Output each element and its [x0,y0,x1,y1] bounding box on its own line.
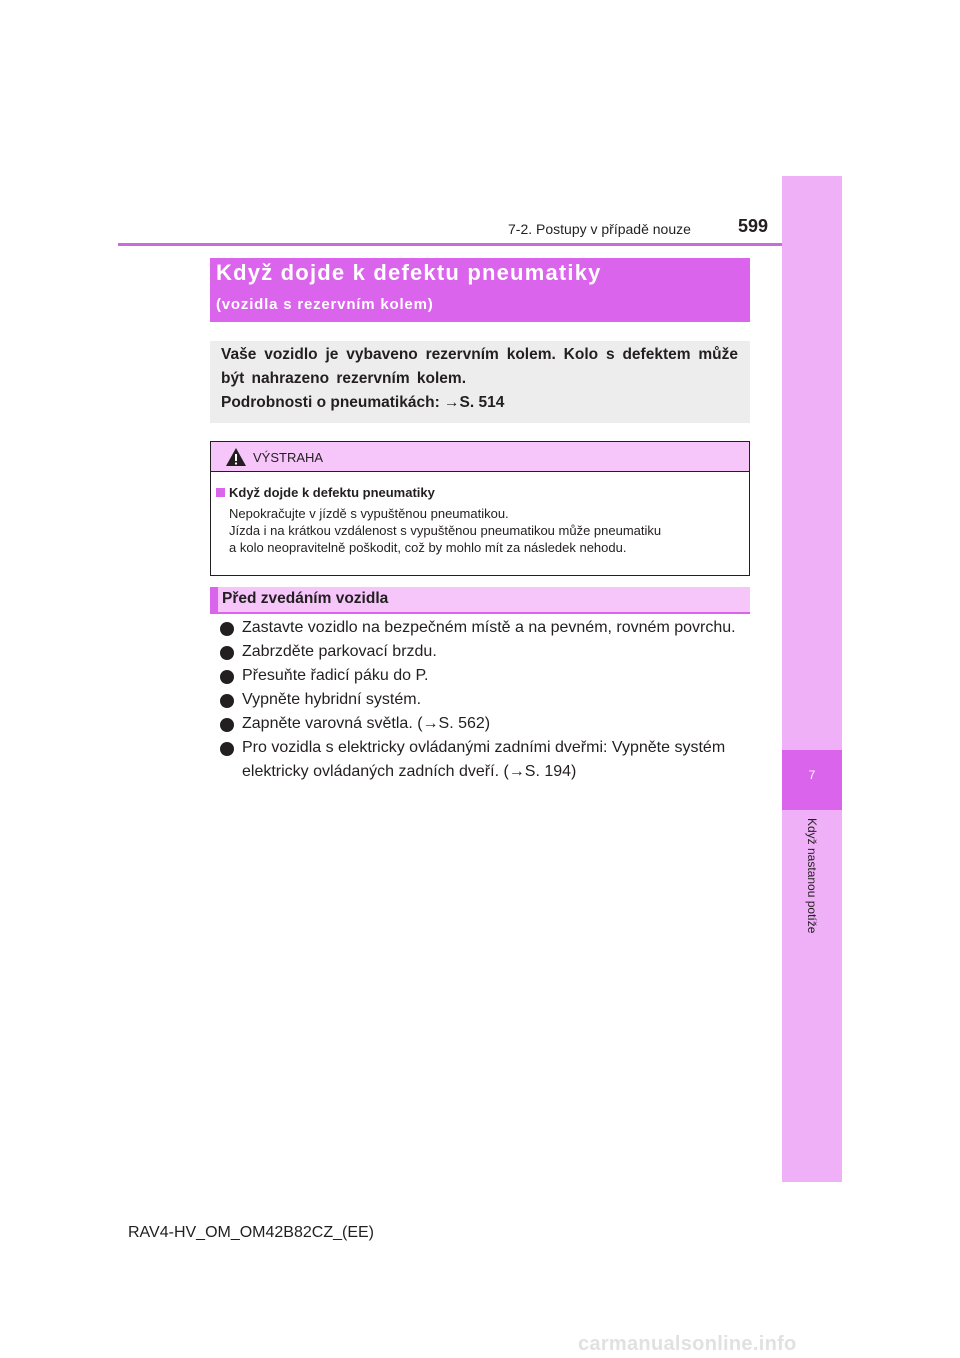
warning-subheading: Když dojde k defektu pneumatiky [229,485,435,500]
intro-text: Vaše vozidlo je vybaveno rezervním kolem. Kolo s defektem může být nahrazeno rezervním kolem. [221,346,738,387]
footer-code: RAV4-HV_OM_OM42B82CZ_(EE) [128,1224,374,1241]
warning-triangle-icon [225,447,247,467]
page-number: 599 [738,216,769,236]
list-item: Zastavte vozidlo na bezpečném místě a na pevném, rovném povrchu. [242,619,736,636]
bullet-icon [220,646,234,660]
header-rule [118,243,842,246]
bullet-icon [220,694,234,708]
warning-bullet-square [216,488,225,497]
chapter-number: 7 [808,768,816,782]
footer-watermark: carmanualsonline.info [578,1333,797,1355]
bullet-icon [220,622,234,636]
chapter-title: Když nastanou potíže [805,818,819,934]
warning-text-line: Nepokračujte v jízdě s vypuštěnou pneumatikou. [229,506,509,521]
list-item: Vypněte hybridní systém. [242,691,422,708]
bullet-icon [220,742,234,756]
list-item: Zapněte varovná světla. (→S. 562) [242,715,491,732]
page-subtitle: (vozidla s rezervním kolem) [216,296,434,313]
list-item: Pro vozidla s elektricky ovládanými zadními dveřmi: Vypněte systém [242,739,726,756]
list-item: Přesuňte řadicí páku do P. [242,667,429,684]
page-title: Když dojde k defektu pneumatiky [216,260,602,285]
bullet-icon [220,670,234,684]
section-label: 7-2. Postupy v případě nouze [508,221,691,237]
warning-text-line: Jízda i na krátkou vzdálenost s vypuštěnou pneumatikou může pneumatiku [229,523,662,538]
side-tab-strip [782,176,842,1182]
warning-text-line: a kolo neopravitelně poškodit, což by mohlo mít za následek nehodu. [229,540,627,555]
list-item-continuation: elektricky ovládaných zadních dveří. (→S. 194) [242,763,577,780]
section-heading-accent [210,587,218,612]
warning-label: VÝSTRAHA [253,450,324,465]
section-heading: Před zvedáním vozidla [222,590,389,607]
list-item: Zabrzděte parkovací brzdu. [242,643,437,660]
intro-reference: Podrobnosti o pneumatikách: →S. 514 [221,394,505,411]
bullet-icon [220,718,234,732]
